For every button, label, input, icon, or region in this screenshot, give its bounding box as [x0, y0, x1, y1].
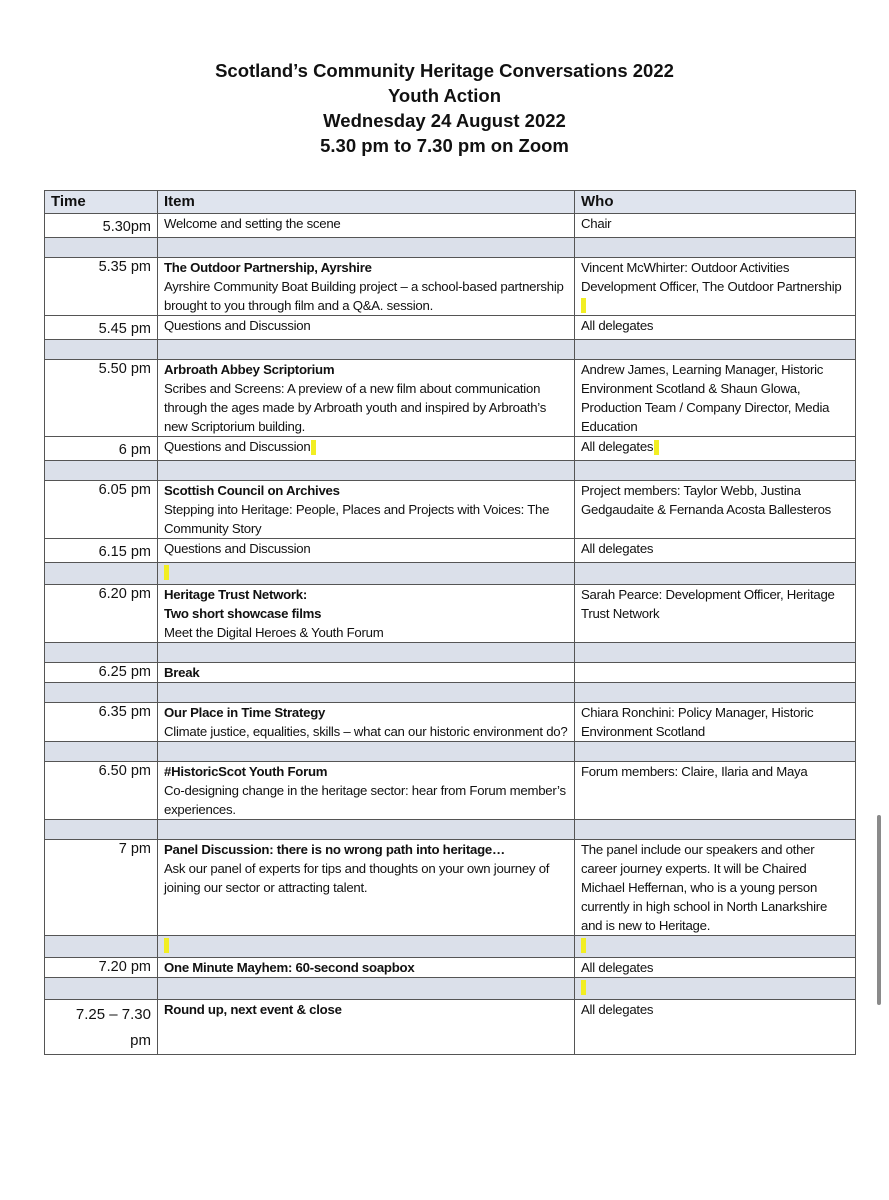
- row-item-title: The Outdoor Partnership, Ayrshire: [164, 260, 372, 275]
- column-header-who: Who: [575, 191, 856, 214]
- row-item-desc: Stepping into Heritage: People, Places and Projects with Voices: The Community Story: [164, 502, 550, 536]
- document-heading: [0, 58, 889, 158]
- highlight-mark: [581, 298, 586, 313]
- row-time: 6.15 pm: [45, 539, 158, 563]
- highlight-mark: [581, 938, 586, 953]
- column-header-item: Item: [158, 191, 575, 214]
- row-item-desc: Ask our panel of experts for tips and thoughts on your own journey of joining our sector or attracting talent.: [164, 861, 550, 895]
- table-row: [45, 703, 856, 742]
- row-time: 5.45 pm: [45, 316, 158, 340]
- table-row: [45, 1000, 856, 1055]
- row-item-desc: Meet the Digital Heroes & Youth Forum: [164, 625, 384, 640]
- row-who: Chiara Ronchini: Policy Manager, Historic Environment Scotland: [575, 703, 856, 742]
- row-time: 6.25 pm: [45, 663, 158, 683]
- spacer-row: [45, 978, 856, 1000]
- row-item-desc: Co-designing change in the heritage sector: hear from Forum member’s experiences.: [164, 783, 566, 817]
- table-row: [45, 762, 856, 820]
- row-who: Sarah Pearce: Development Officer, Heritage Trust Network: [575, 585, 856, 643]
- row-who: All delegates: [575, 1000, 856, 1055]
- row-item-desc: Questions and Discussion: [164, 318, 311, 333]
- table-row: [45, 840, 856, 936]
- row-item-desc: Welcome and setting the scene: [164, 216, 341, 231]
- highlight-mark: [581, 980, 586, 995]
- highlight-mark: [311, 440, 316, 455]
- event-title: Scotland’s Community Heritage Conversations 2022: [215, 60, 674, 81]
- row-who-text: All delegates: [581, 439, 654, 454]
- row-who: The panel include our speakers and other career journey experts. It will be Chaired Michael Heffernan, who is a young person currently in high school in North Lanarkshire and is new to Heritage.: [575, 840, 856, 936]
- spacer-row: [45, 936, 856, 958]
- row-time: 5.30pm: [45, 214, 158, 238]
- row-time: 6.35 pm: [45, 703, 158, 742]
- row-item-desc: Scribes and Screens: A preview of a new film about communication through the ages made by Arbroath youth and inspired by Arbroath’s new Scriptorium building.: [164, 381, 547, 434]
- row-item-title: Scottish Council on Archives: [164, 483, 340, 498]
- row-item-desc: Ayrshire Community Boat Building project – a school-based partnership brought to you through film and a Q&A. session.: [164, 279, 564, 313]
- spacer-row: [45, 238, 856, 258]
- highlight-mark: [164, 938, 169, 953]
- row-item: [158, 1000, 575, 1055]
- table-row: [45, 316, 856, 340]
- row-item: [158, 258, 575, 316]
- row-time: 5.35 pm: [45, 258, 158, 316]
- row-item: [158, 437, 575, 461]
- row-item: [158, 762, 575, 820]
- row-who: Forum members: Claire, Ilaria and Maya: [575, 762, 856, 820]
- row-item: [158, 585, 575, 643]
- row-item-title: Heritage Trust Network:: [164, 587, 308, 602]
- row-who: All delegates: [575, 539, 856, 563]
- row-time: 6.05 pm: [45, 481, 158, 539]
- event-time: 5.30 pm to 7.30 pm on Zoom: [320, 135, 569, 156]
- highlight-mark: [654, 440, 659, 455]
- row-item: [158, 539, 575, 563]
- spacer-row: [45, 820, 856, 840]
- row-item-title: Arbroath Abbey Scriptorium: [164, 362, 335, 377]
- row-item-desc: Questions and Discussion: [164, 541, 311, 556]
- row-time: 7.20 pm: [45, 958, 158, 978]
- table-row: [45, 360, 856, 437]
- row-item-desc: Questions and Discussion: [164, 439, 311, 454]
- row-time: 6.20 pm: [45, 585, 158, 643]
- table-row: [45, 663, 856, 683]
- spacer-row: [45, 340, 856, 360]
- row-item-title: Round up, next event & close: [164, 1002, 342, 1017]
- row-item: [158, 840, 575, 936]
- agenda-table: [44, 190, 856, 1055]
- row-who: [575, 663, 856, 683]
- row-item-subtitle: Two short showcase films: [164, 606, 322, 621]
- row-time: 7 pm: [45, 840, 158, 936]
- table-header-row: [45, 191, 856, 214]
- row-time: 7.25 – 7.30 pm: [45, 1000, 158, 1055]
- table-row: [45, 214, 856, 238]
- row-item: [158, 316, 575, 340]
- table-row: [45, 437, 856, 461]
- row-item: [158, 481, 575, 539]
- row-who-text: Vincent McWhirter: Outdoor Activities Development Officer, The Outdoor Partnership: [581, 260, 842, 294]
- spacer-row: [45, 742, 856, 762]
- scrollbar-thumb[interactable]: [877, 815, 881, 1005]
- row-who: [575, 258, 856, 316]
- row-item: [158, 663, 575, 683]
- row-who: Andrew James, Learning Manager, Historic Environment Scotland & Shaun Glowa, Production Team / Company Director, Media Education: [575, 360, 856, 437]
- spacer-row: [45, 643, 856, 663]
- row-item: [158, 958, 575, 978]
- event-date: Wednesday 24 August 2022: [323, 110, 566, 131]
- highlight-mark: [164, 565, 169, 580]
- row-item: [158, 360, 575, 437]
- row-item-title: Break: [164, 665, 200, 680]
- row-item-title: One Minute Mayhem: 60-second soapbox: [164, 960, 415, 975]
- row-who: [575, 437, 856, 461]
- event-subtitle: Youth Action: [387, 85, 502, 106]
- table-row: [45, 958, 856, 978]
- row-item-title: Our Place in Time Strategy: [164, 705, 326, 720]
- table-row: [45, 258, 856, 316]
- table-row: [45, 481, 856, 539]
- row-who: Project members: Taylor Webb, Justina Gedgaudaite & Fernanda Acosta Ballesteros: [575, 481, 856, 539]
- row-who: All delegates: [575, 958, 856, 978]
- spacer-row: [45, 461, 856, 481]
- row-item-desc: Climate justice, equalities, skills – what can our historic environment do?: [164, 724, 568, 739]
- spacer-row: [45, 563, 856, 585]
- spacer-row: [45, 683, 856, 703]
- row-item: [158, 214, 575, 238]
- row-item: [158, 703, 575, 742]
- table-row: [45, 539, 856, 563]
- column-header-time: Time: [45, 191, 158, 214]
- row-who: Chair: [575, 214, 856, 238]
- row-who: All delegates: [575, 316, 856, 340]
- row-time: 5.50 pm: [45, 360, 158, 437]
- row-item-title: Panel Discussion: there is no wrong path into heritage…: [164, 842, 505, 857]
- row-time: 6 pm: [45, 437, 158, 461]
- row-item-title: #HistoricScot Youth Forum: [164, 764, 328, 779]
- table-row: [45, 585, 856, 643]
- row-time: 6.50 pm: [45, 762, 158, 820]
